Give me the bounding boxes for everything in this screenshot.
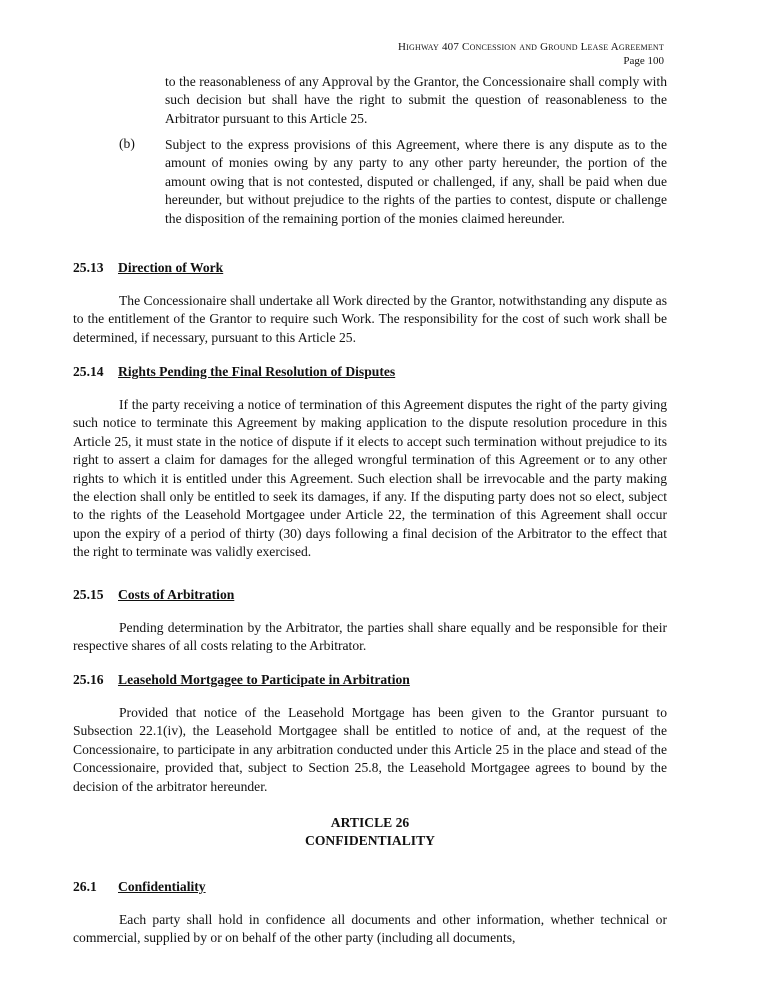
section-body-25-15: Pending determination by the Arbitrator, the parties shall share equally and be responsible for their respective shares of all costs relating to the Arbitrator. — [73, 620, 667, 654]
section-body-25-16: Provided that notice of the Leasehold Mortgage has been given to the Grantor pursuant to Subsection 22.1(iv), the Leasehold Mortgagee shall be entitled to notice of and, at the request of the Concessionaire, to participate in any arbitration conducted under this Article 25 in the place and stead of the Concessionaire, provided that, subject to Section 25.8, the Leasehold Mortgagee agrees to bound by the decision of the arbitrator hereunder. — [73, 705, 667, 794]
section-heading-25-14 — [73, 364, 395, 380]
section-number: 25.16 — [73, 672, 104, 687]
section-body-25-14: If the party receiving a notice of termination of this Agreement disputes the right of the party giving such notice to terminate this Agreement by making application to the dispute resolution procedure in this Article 25, it must state in the notice of dispute if it elects to accept such termination without prejudice to its right to assert a claim for damages for the alleged wrongful termination of this Agreement or to any other rights to which it is entitled under this Agreement. Such election shall be irrevocable and the party making the election shall only be entitled to seek its damages, if any. If the disputing party does not so elect, subject to the rights of the Leasehold Mortgagee under Article 22, the termination of this Agreement shall occur upon the expiry of a period of thirty (30) days following a final decision of the Arbitrator to the effect that the right to terminate was validly exercised. — [73, 397, 667, 560]
section-title: Direction of Work — [118, 260, 224, 275]
section-title: Costs of Arbitration — [118, 587, 235, 602]
section-number: 25.14 — [73, 364, 104, 379]
section-title: Leasehold Mortgagee to Participate in Arbitration — [118, 672, 410, 687]
article-heading — [73, 814, 667, 851]
section-heading-26-1 — [73, 879, 206, 895]
section-heading-25-13 — [73, 260, 223, 276]
section-heading-25-15 — [73, 587, 234, 603]
article-title: CONFIDENTIALITY — [305, 833, 435, 849]
header-page-number: Page 100 — [623, 55, 664, 67]
section-number: 26.1 — [73, 879, 97, 894]
section-number: 25.13 — [73, 260, 104, 275]
header-title: Highway 407 Concession and Ground Lease Agreement — [397, 41, 664, 53]
continuation-paragraph: to the reasonableness of any Approval by the Grantor, the Concessionaire shall comply with such decision but shall have the right to submit the question of reasonableness to the Arbitrator pursuant to this Article 25. — [165, 74, 667, 126]
running-header — [398, 40, 664, 68]
section-body-26-1: Each party shall hold in confidence all documents and other information, whether technical or commercial, supplied by or on behalf of the other party (including all documents, — [73, 912, 667, 946]
subsection-text: Subject to the express provisions of this Agreement, where there is any dispute as to the amount of monies owing by any party to any other party hereunder, the portion of the amount owing that is not contested, disputed or challenged, if any, shall be paid when due hereunder, but without prejudice to the rights of the parties to contest, dispute or challenge the disposition of the remaining portion of the monies claimed hereunder. — [165, 137, 667, 226]
section-body-25-13: The Concessionaire shall undertake all Work directed by the Grantor, notwithstanding any dispute as to the entitlement of the Grantor to require such Work. The responsibility for the cost of such work shall be determined, if necessary, pursuant to this Article 25. — [73, 293, 667, 345]
section-number: 25.15 — [73, 587, 104, 602]
section-title: Confidentiality — [118, 879, 206, 894]
section-heading-25-16 — [73, 672, 410, 688]
article-number: ARTICLE 26 — [330, 815, 410, 830]
subsection-label: (b) — [119, 136, 135, 151]
section-title: Rights Pending the Final Resolution of Disputes — [118, 364, 396, 379]
